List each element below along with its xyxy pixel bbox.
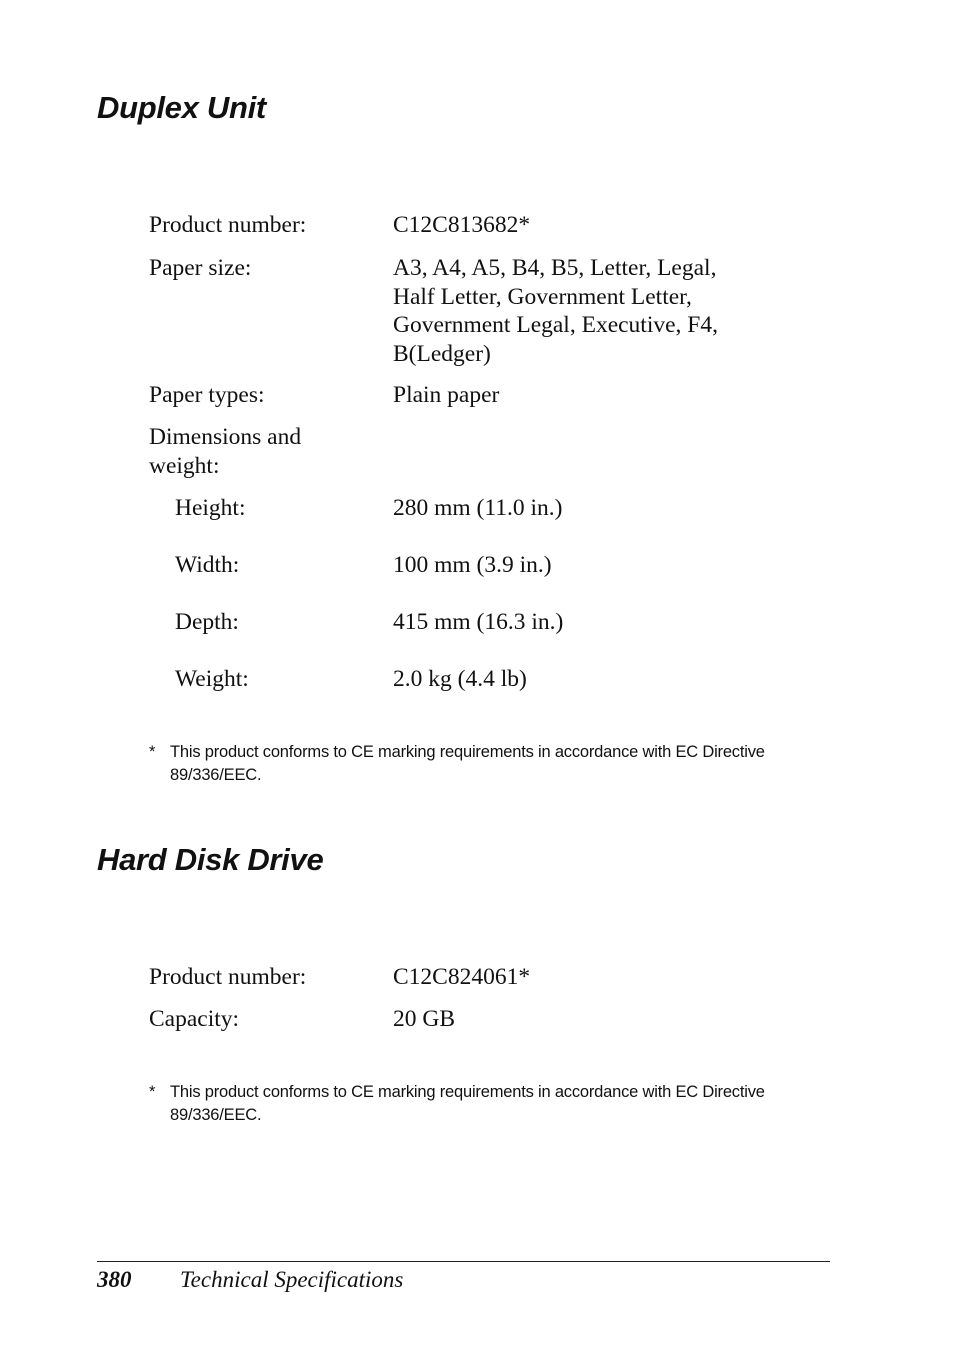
spec-value-line: 100 mm (3.9 in.) [393, 552, 552, 578]
spec-value [393, 381, 793, 410]
spec-value-line: 20 GB [393, 1006, 456, 1032]
spec-value-line: C12C813682* [393, 212, 531, 238]
spec-label: Paper types: [149, 382, 265, 408]
spec-value-line: 280 mm (11.0 in.) [393, 495, 563, 521]
spec-value-line: 2.0 kg (4.4 lb) [393, 666, 527, 692]
footer-divider [97, 1261, 830, 1262]
spec-label: Height: [175, 495, 246, 521]
spec-label-line: weight: [149, 452, 220, 479]
spec-value [393, 211, 793, 240]
spec-value [393, 608, 793, 637]
spec-value [393, 1005, 793, 1034]
footnote-line: 89/336/EEC. [170, 1106, 262, 1124]
spec-value-line: A3, A4, A5, B4, B5, Letter, Legal, [393, 255, 717, 281]
footnote-mark: * [149, 743, 156, 761]
footnote-line: This product conforms to CE marking requirements in accordance with EC Directive [170, 1083, 765, 1101]
spec-value [393, 551, 793, 580]
spec-label: Paper size: [149, 255, 252, 281]
footnote-text [170, 741, 835, 787]
spec-value-line: Government Legal, Executive, F4, [393, 312, 718, 338]
section-title-hard-disk-drive: Hard Disk Drive [97, 842, 324, 877]
spec-label-line: Dimensions and [149, 424, 302, 450]
spec-value [393, 254, 793, 368]
spec-value [393, 963, 793, 992]
section-title-duplex-unit: Duplex Unit [97, 90, 266, 125]
spec-value-line: C12C824061* [393, 964, 531, 990]
spec-label: Product number: [149, 964, 307, 990]
spec-label: Weight: [175, 666, 249, 692]
spec-value-line: Plain paper [393, 382, 500, 408]
spec-value [393, 494, 793, 523]
footnote-line: This product conforms to CE marking requirements in accordance with EC Directive [170, 743, 765, 761]
spec-label: Capacity: [149, 1006, 240, 1032]
spec-label: Product number: [149, 212, 307, 238]
spec-label: Depth: [175, 609, 239, 635]
spec-label [149, 423, 379, 480]
spec-value-line: 415 mm (16.3 in.) [393, 609, 564, 635]
spec-value-line: B(Ledger) [393, 340, 491, 367]
footnote-text [170, 1081, 835, 1127]
chapter-title: Technical Specifications [180, 1267, 404, 1292]
footnote-line: 89/336/EEC. [170, 766, 262, 784]
spec-value [393, 665, 793, 694]
spec-value-line: Half Letter, Government Letter, [393, 283, 692, 310]
spec-label: Width: [175, 552, 240, 578]
footnote-mark: * [149, 1083, 156, 1101]
page-number: 380 [97, 1267, 132, 1292]
